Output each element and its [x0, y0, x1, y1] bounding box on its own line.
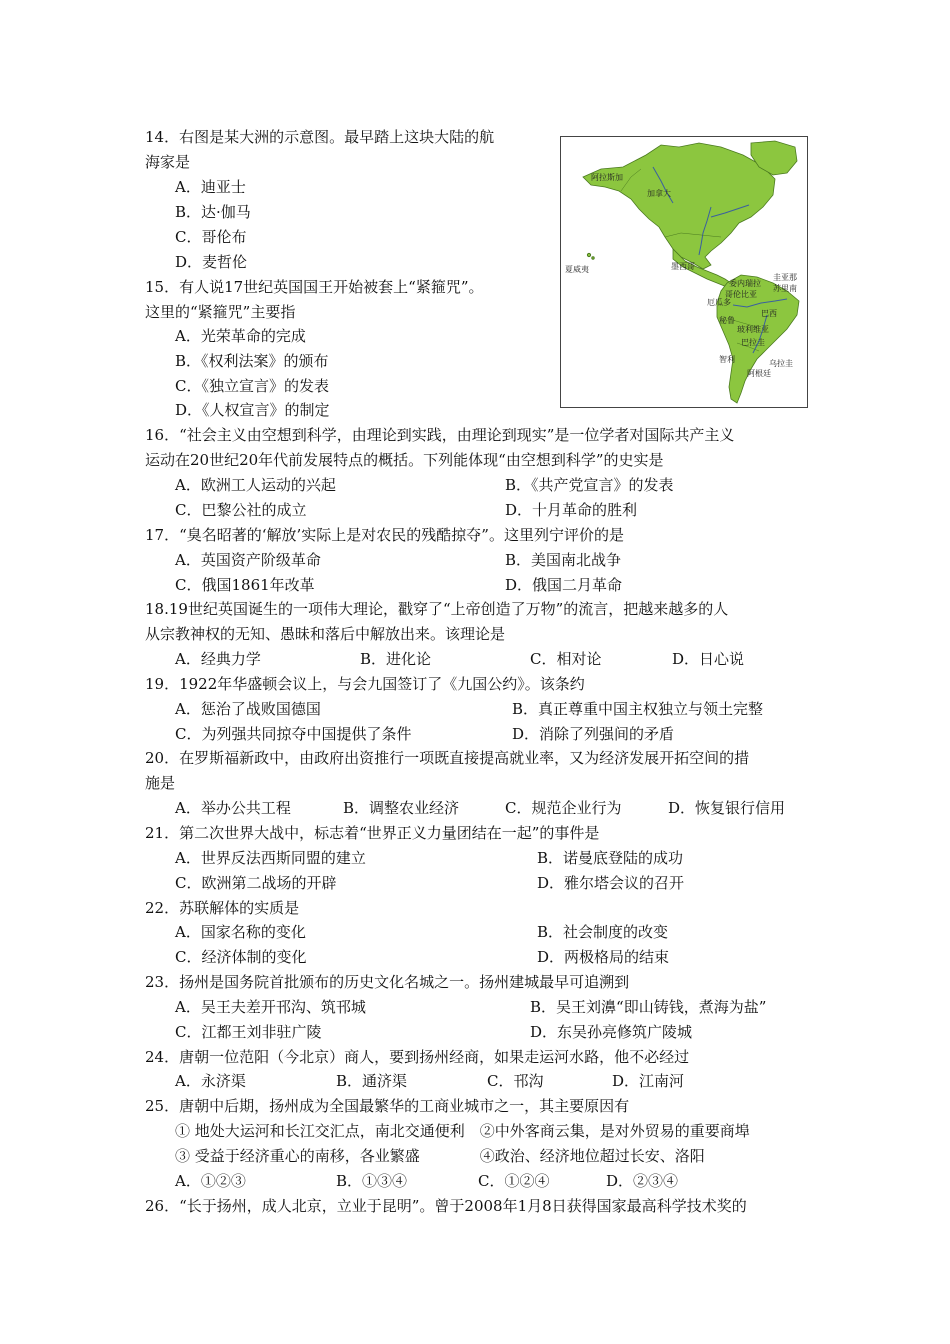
q17-option-b: B．美国南北战争: [505, 551, 622, 569]
hawaii-island: [587, 253, 590, 256]
map-label-mexico: 墨西哥: [671, 262, 695, 271]
q25-option-c: C．①②④: [478, 1172, 550, 1190]
q17-option-c: C．俄国1861年改革: [175, 576, 315, 594]
question-16-stem-cont: 运动在20世纪20年代前发展特点的概括。下列能体现“由空想到科学”的史实是: [145, 451, 664, 469]
q25-statements-2: ③ 受益于经济重心的南移，各业繁盛 ④政治、经济地位超过长安、洛阳: [175, 1147, 705, 1165]
americas-map: [560, 136, 808, 408]
q20-option-a: A．举办公共工程: [175, 799, 291, 817]
q25-statements-1: ① 地处大运河和长江交汇点，南北交通便利 ②中外客商云集，是对外贸易的重要商埠: [175, 1122, 750, 1140]
map-label-alaska: 阿拉斯加: [591, 173, 623, 182]
q19-option-b: B．真正尊重中国主权独立与领土完整: [512, 700, 764, 718]
q17-option-a: A．英国资产阶级革命: [175, 551, 321, 569]
map-label-guyana: 圭亚那: [773, 273, 797, 282]
q20-option-b: B．调整农业经济: [343, 799, 460, 817]
map-label-hawaii: 夏威夷: [565, 265, 589, 274]
q19-option-d: D．消除了列强间的矛盾: [512, 725, 675, 743]
question-24-stem: 24．唐朝一位范阳（今北京）商人，要到扬州经商，如果走运河水路，他不必经过: [145, 1048, 690, 1066]
q22-option-a: A．国家名称的变化: [175, 923, 306, 941]
q14-option-a: A．迪亚士: [175, 178, 246, 196]
q22-option-c: C．经济体制的变化: [175, 948, 307, 966]
q18-option-c: C．相对论: [530, 650, 602, 668]
question-18-stem: 18.19世纪英国诞生的一项伟大理论，戳穿了“上帝创造了万物”的流言，把越来越多的人: [145, 600, 729, 618]
q15-option-b: B．《权利法案》的颁布: [175, 352, 329, 370]
map-label-brazil: 巴西: [761, 309, 777, 318]
question-23-stem: 23．扬州是国务院首批颁布的历史文化名城之一。扬州建城最早可追溯到: [145, 973, 630, 991]
question-20-stem-cont: 施是: [145, 774, 176, 792]
map-label-uruguay: 乌拉圭: [769, 359, 793, 368]
map-label-peru: 秘鲁: [719, 316, 735, 325]
q15-option-a: A．光荣革命的完成: [175, 327, 306, 345]
q17-option-d: D．俄国二月革命: [505, 576, 623, 594]
question-25-stem: 25．唐朝中后期，扬州成为全国最繁华的工商业城市之一，其主要原因有: [145, 1097, 630, 1115]
question-14-stem-cont: 海家是: [145, 153, 191, 171]
q19-option-a: A．惩治了战败国德国: [175, 700, 321, 718]
question-21-stem: 21．第二次世界大战中，标志着“世界正义力量团结在一起”的事件是: [145, 824, 600, 842]
q24-option-a: A．永济渠: [175, 1072, 246, 1090]
map-label-argentina: 阿根廷: [747, 369, 771, 378]
question-16-stem: 16．“社会主义由空想到科学，由理论到实践，由理论到现实”是一位学者对国际共产主义: [145, 426, 735, 444]
q18-option-a: A．经典力学: [175, 650, 261, 668]
map-label-chile: 智利: [719, 355, 735, 364]
map-label-bolivia: 玻利维亚: [737, 325, 769, 334]
q25-option-a: A．①②③: [175, 1172, 246, 1190]
q23-option-a: A．吴王夫差开邗沟、筑邗城: [175, 998, 366, 1016]
q21-option-b: B．诺曼底登陆的成功: [537, 849, 684, 867]
question-22-stem: 22．苏联解体的实质是: [145, 899, 300, 917]
q14-option-d: D．麦哲伦: [175, 253, 248, 271]
question-14-stem: 14．右图是某大洲的示意图。最早踏上这块大陆的航: [145, 128, 495, 146]
question-20-stem: 20．在罗斯福新政中，由政府出资推行一项既直接提高就业率，又为经济发展开拓空间的措: [145, 749, 750, 767]
question-17-stem: 17．“臭名昭著的‘解放’实际上是对农民的残酷掠夺”。这里列宁评价的是: [145, 526, 624, 544]
q20-option-c: C．规范企业行为: [505, 799, 622, 817]
question-19-stem: 19．1922年华盛顿会议上，与会九国签订了《九国公约》。该条约: [145, 675, 585, 693]
q24-option-b: B．通济渠: [336, 1072, 408, 1090]
q16-option-d: D．十月革命的胜利: [505, 501, 638, 519]
q22-option-d: D．两极格局的结束: [537, 948, 670, 966]
q22-option-b: B．社会制度的改变: [537, 923, 669, 941]
map-label-canada: 加拿大: [647, 189, 671, 198]
q21-option-a: A．世界反法西斯同盟的建立: [175, 849, 366, 867]
q23-option-d: D．东吴孙亮修筑广陵城: [530, 1023, 693, 1041]
q25-option-d: D．②③④: [606, 1172, 679, 1190]
q20-option-d: D．恢复银行信用: [668, 799, 786, 817]
q15-option-d: D．《人权宣言》的制定: [175, 401, 330, 419]
q21-option-d: D．雅尔塔会议的召开: [537, 874, 685, 892]
q18-option-d: D．日心说: [672, 650, 745, 668]
q14-option-b: B．达·伽马: [175, 203, 251, 221]
q24-option-c: C．邗沟: [487, 1072, 544, 1090]
question-26-stem: 26．“长于扬州，成人北京，立业于昆明”。曾于2008年1月8日获得国家最高科学技术奖的: [145, 1197, 747, 1215]
map-label-ecuador: 厄瓜多: [707, 298, 731, 307]
map-label-suriname: 苏里南: [773, 284, 797, 293]
hawaii-island: [592, 257, 594, 259]
q14-option-c: C．哥伦布: [175, 228, 247, 246]
q24-option-d: D．江南河: [612, 1072, 685, 1090]
q25-option-b: B．①③④: [336, 1172, 408, 1190]
q23-option-b: B．吴王刘濞“即山铸钱，煮海为盐”: [530, 998, 767, 1016]
question-15-stem-cont: 这里的“紧箍咒”主要指: [145, 303, 296, 321]
q16-option-a: A．欧洲工人运动的兴起: [175, 476, 336, 494]
question-18-stem-cont: 从宗教神权的无知、愚昧和落后中解放出来。该理论是: [145, 625, 506, 643]
q23-option-c: C．江都王刘非驻广陵: [175, 1023, 322, 1041]
map-label-paraguay: 巴拉圭: [741, 338, 765, 347]
q19-option-c: C．为列强共同掠夺中国提供了条件: [175, 725, 412, 743]
q16-option-c: C．巴黎公社的成立: [175, 501, 307, 519]
q18-option-b: B．进化论: [360, 650, 432, 668]
question-15-stem: 15．有人说17世纪英国国王开始被套上“紧箍咒”。: [145, 278, 484, 296]
q16-option-b: B．《共产党宣言》的发表: [505, 476, 674, 494]
map-label-venezuela: 委内瑞拉: [729, 279, 761, 288]
q21-option-c: C．欧洲第二战场的开辟: [175, 874, 337, 892]
map-label-colombia: 哥伦比亚: [725, 290, 757, 299]
q15-option-c: C．《独立宣言》的发表: [175, 377, 329, 395]
